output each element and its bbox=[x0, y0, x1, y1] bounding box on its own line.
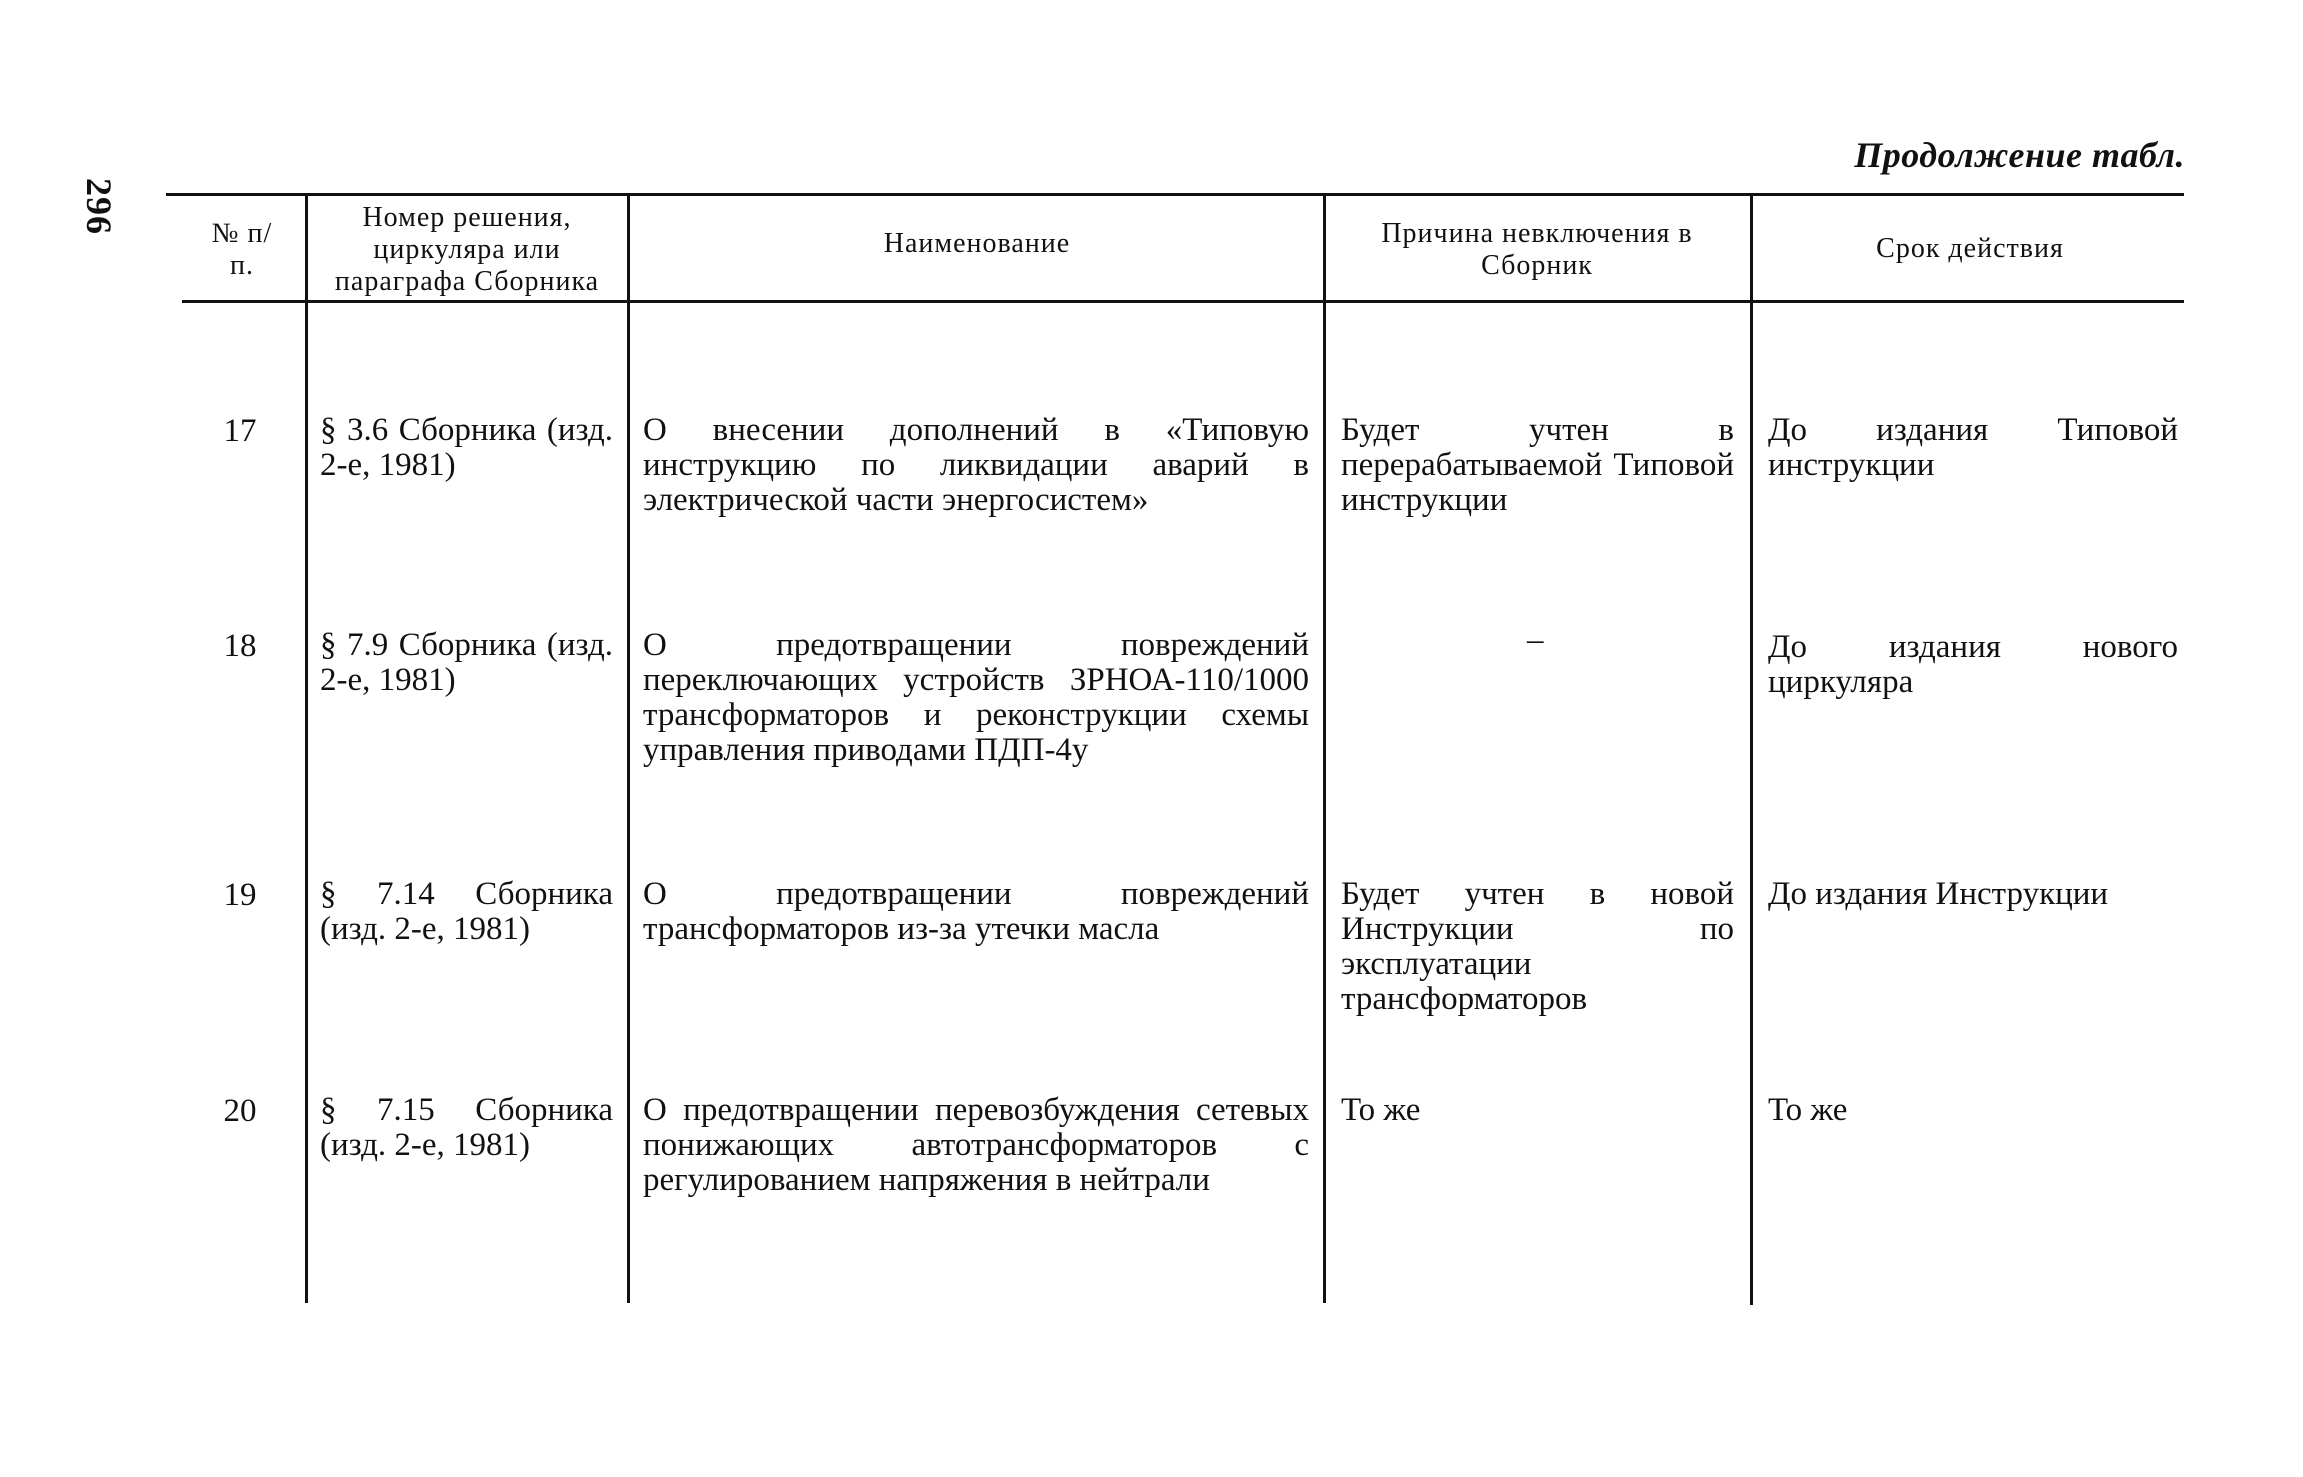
header-name: Наименование bbox=[883, 228, 1071, 259]
row-name: О предотвращении повреждений трансформаторов из-за утечки масла bbox=[643, 876, 1309, 947]
row-decision: § 7.9 Сборника (изд. 2-е, 1981) bbox=[320, 627, 613, 698]
page-number: 296 bbox=[79, 178, 119, 235]
row-term: То же bbox=[1768, 1092, 1848, 1128]
row-number: 18 bbox=[223, 628, 257, 664]
table-continuation-caption: Продолжение табл. bbox=[1854, 135, 2185, 175]
row-decision: § 7.14 Сборника (изд. 2-е, 1981) bbox=[320, 876, 613, 947]
column-divider-2 bbox=[627, 193, 630, 1303]
row-reason: – bbox=[1527, 622, 1544, 658]
header-reason: Причина невключения в Сборник bbox=[1381, 218, 1693, 281]
row-name: О предотвращении перевозбуждения сетевых понижающих автотрансформаторов с регулированием напряжения в нейтрали bbox=[643, 1092, 1309, 1198]
column-divider-1 bbox=[305, 193, 308, 1303]
row-reason: То же bbox=[1341, 1092, 1421, 1128]
row-name: О предотвращении повреждений переключающих устройств ЗРНОА-110/1000 трансформаторов и реконструкции схемы управления приводами ПДП-4у bbox=[643, 627, 1309, 768]
table-top-rule bbox=[166, 193, 2184, 196]
row-reason: Будет учтен в новой Инструкции по эксплуатации трансформаторов bbox=[1341, 876, 1734, 1017]
row-term: До издания Типовой инструкции bbox=[1768, 412, 2178, 483]
row-decision: § 7.15 Сборника (изд. 2-е, 1981) bbox=[320, 1092, 613, 1163]
row-decision: § 3.6 Сборника (изд. 2-е, 1981) bbox=[320, 412, 613, 483]
row-number: 17 bbox=[223, 413, 257, 449]
row-reason: Будет учтен в перерабатываемой Типовой инструкции bbox=[1341, 412, 1734, 518]
row-name: О внесении дополнений в «Типовую инструкцию по ликвидации аварий в электрической части энергосистем» bbox=[643, 412, 1309, 518]
header-decision: Номер решения, циркуляра или параграфа Сборника bbox=[334, 202, 600, 297]
header-bottom-rule bbox=[182, 300, 2184, 303]
row-term: До издания нового циркуляра bbox=[1768, 629, 2178, 700]
column-divider-4 bbox=[1750, 193, 1753, 1305]
header-number: № п/п. bbox=[211, 218, 273, 281]
row-term: До издания Инструкции bbox=[1768, 876, 2109, 912]
row-number: 20 bbox=[223, 1093, 257, 1129]
row-number: 19 bbox=[223, 877, 257, 913]
header-term: Срок действия bbox=[1876, 233, 2064, 264]
column-divider-3 bbox=[1323, 193, 1326, 1303]
